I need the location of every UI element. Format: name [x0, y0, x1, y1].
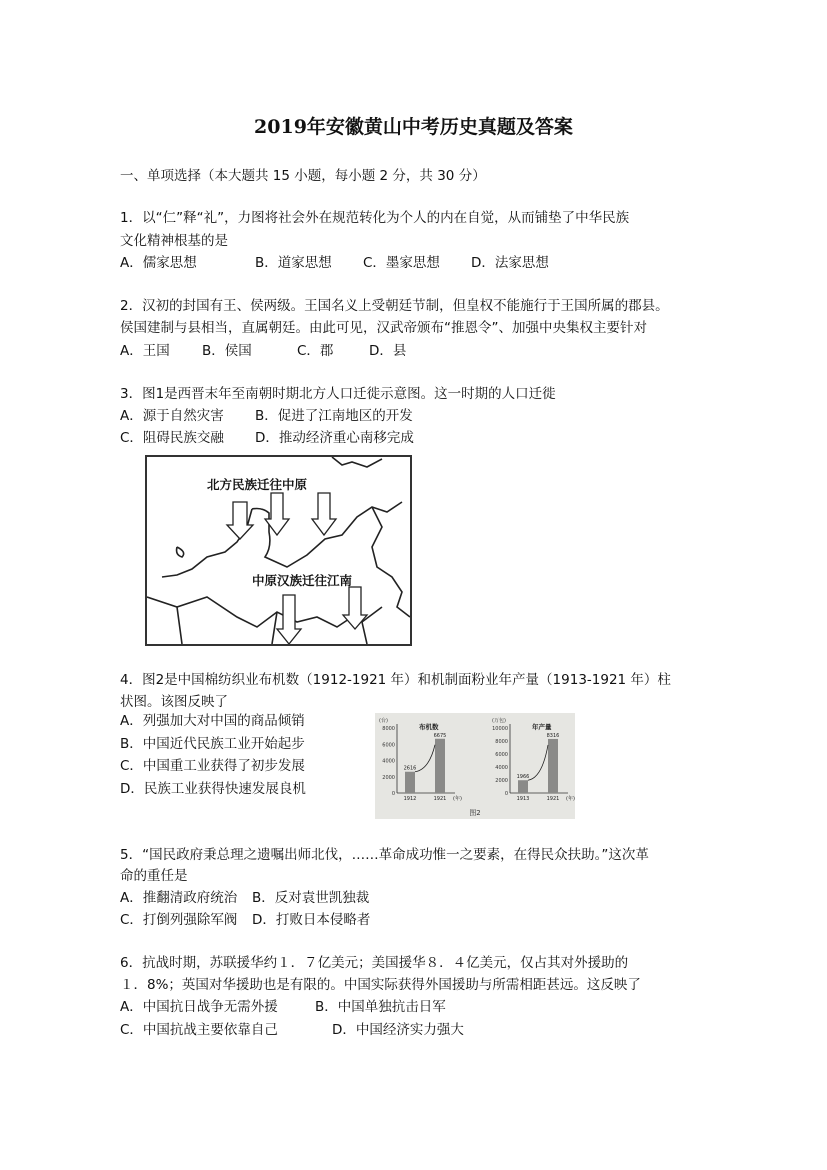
bar-value-label: 1966: [516, 774, 530, 781]
arrow-north-3: [312, 493, 336, 535]
chart-unit: (万包): [492, 718, 506, 724]
q2-stem-2: 侯国建制与县相当，直属朝廷。由此可见，汉武帝颁布“推恩令”、加强中央集权主要针对: [120, 320, 647, 336]
q4-option-d: D．民族工业获得快速发展良机: [120, 781, 306, 797]
q4-option-a: A．列强加大对中国的商品倾销: [120, 713, 305, 729]
y-tick-label: 6000: [382, 742, 395, 749]
x-tick-label: 1921: [546, 796, 560, 802]
q5-stem-1: 5．“国民政府秉总理之遗嘱出师北伐，……革命成功惟一之要素，在得民众扶助。”这次革: [120, 847, 649, 863]
section-heading: 一、单项选择（本大题共 15 小题，每小题 2 分，共 30 分）: [120, 168, 486, 184]
migration-map-figure-1: [145, 455, 412, 646]
page-title: 2019年安徽黄山中考历史真题及答案: [254, 116, 573, 138]
q1-options: [120, 253, 549, 273]
coastline-north: [332, 457, 382, 467]
q5-options-row1: [120, 888, 369, 908]
q4-option-c: C．中国重工业获得了初步发展: [120, 758, 305, 774]
q2-option-d: D．县: [369, 343, 407, 359]
q6-option-a: A．中国抗日战争无需外援: [120, 999, 278, 1015]
q4-stem-1: 4．图2是中国棉纺织业布机数（1912-1921 年）和机制面粉业年产量（1913-1921 年）柱: [120, 672, 671, 688]
growth-arrow: [415, 745, 435, 772]
q2-options: [120, 341, 406, 361]
y-tick-label: 10000: [492, 726, 508, 732]
yangtze-river: [147, 597, 382, 627]
q5-stem-2: 命的重任是: [120, 868, 188, 884]
figure-caption: 图2: [469, 809, 481, 817]
q5-options-row2: [120, 910, 370, 930]
growth-arrow: [528, 745, 548, 780]
q3-options-row1: [120, 406, 413, 426]
bar-value-label: 8316: [546, 732, 560, 739]
q2-stem-1: 2．汉初的封国有王、侯两级。王国名义上受朝廷节制，但皇权不能施行于王国所属的郡县。: [120, 298, 669, 314]
x-tick-label: 1913: [516, 796, 530, 802]
q1-stem-1: 1．以“仁”释“礼”，力图将社会外在规范转化为个人的内在自觉，从而铺垫了中华民族: [120, 210, 630, 226]
q6-stem-1: 6．抗战时期，苏联援华约１．７亿美元；美国援华８．４亿美元，仅占其对外援助的: [120, 955, 629, 971]
map-label-south: 中原汉族迁往江南: [252, 573, 353, 588]
bar-value-label: 6675: [433, 732, 447, 739]
q6-option-d: D．中国经济实力强大: [332, 1022, 464, 1038]
y-tick-label: 4000: [495, 765, 508, 771]
y-tick-label: 2000: [382, 774, 395, 781]
q5-option-d: D．打败日本侵略者: [252, 912, 371, 928]
q1-option-d: D．法家思想: [471, 255, 549, 271]
chart-unit: (台): [379, 718, 388, 724]
q1-option-b: B．道家思想: [255, 255, 332, 271]
y-tick-label: 2000: [495, 778, 508, 784]
q6-options-row2: [120, 1020, 464, 1040]
bar-1921: [548, 739, 558, 793]
x-tick-label: 1912: [403, 796, 417, 802]
q2-option-b: B．侯国: [202, 343, 252, 359]
y-tick-label: 6000: [495, 752, 508, 758]
q3-option-c: C．阻碍民族交融: [120, 430, 224, 446]
x-unit-label: (年): [453, 796, 462, 802]
q6-option-b: B．中国单独抗击日军: [315, 999, 446, 1015]
y-tick-label: 0: [391, 791, 395, 797]
q5-option-c: C．打倒列强除军阀: [120, 912, 238, 928]
q6-stem-2: １．8%；英国对华援助也是有限的。中国实际获得外国援助与所需相距甚远。这反映了: [120, 977, 641, 993]
q5-option-b: B．反对袁世凯独裁: [252, 890, 370, 906]
x-tick-label: 1921: [433, 796, 447, 802]
arrow-south-2: [343, 587, 367, 629]
lake: [177, 547, 184, 557]
y-tick-label: 8000: [495, 739, 508, 745]
q4-stem-2: 状图。该图反映了: [120, 694, 228, 710]
q2-option-a: A．王国: [120, 343, 170, 359]
q1-option-a: A．儒家思想: [120, 255, 197, 271]
q4-option-b: B．中国近代民族工业开始起步: [120, 736, 305, 752]
bar-1921: [435, 739, 445, 793]
q6-options-row1: [120, 997, 446, 1017]
chart-title: 布机数: [419, 723, 439, 731]
bar-1912: [405, 772, 415, 793]
q3-options-row2: [120, 428, 414, 448]
q2-option-c: C．郡: [297, 343, 334, 359]
q5-option-a: A．推翻清政府统治: [120, 890, 238, 906]
x-unit-label: (年): [566, 796, 575, 802]
q3-option-d: D．推动经济重心南移完成: [255, 430, 414, 446]
figure-2-charts: [375, 713, 575, 819]
y-tick-label: 8000: [382, 726, 395, 732]
q3-option-b: B．促进了江南地区的开发: [255, 408, 413, 424]
y-tick-label: 0: [504, 791, 508, 797]
map-label-north: 北方民族迁往中原: [207, 477, 308, 492]
q3-option-a: A．源于自然灾害: [120, 408, 224, 424]
q1-option-c: C．墨家思想: [363, 255, 440, 271]
map-drawing: [147, 457, 410, 644]
chart-title: 年产量: [532, 723, 552, 731]
bar-value-label: 2616: [403, 765, 417, 772]
arrow-south-1: [277, 595, 301, 644]
q1-stem-2: 文化精神根基的是: [120, 233, 228, 249]
bar-chart-figure-2: [375, 713, 575, 819]
y-tick-label: 4000: [382, 758, 395, 765]
bar-1913: [518, 780, 528, 793]
q6-option-c: C．中国抗战主要依靠自己: [120, 1022, 278, 1038]
q3-stem: 3．图1是西晋末年至南朝时期北方人口迁徙示意图。这一时期的人口迁徙: [120, 386, 556, 402]
coastline-east: [372, 507, 410, 617]
